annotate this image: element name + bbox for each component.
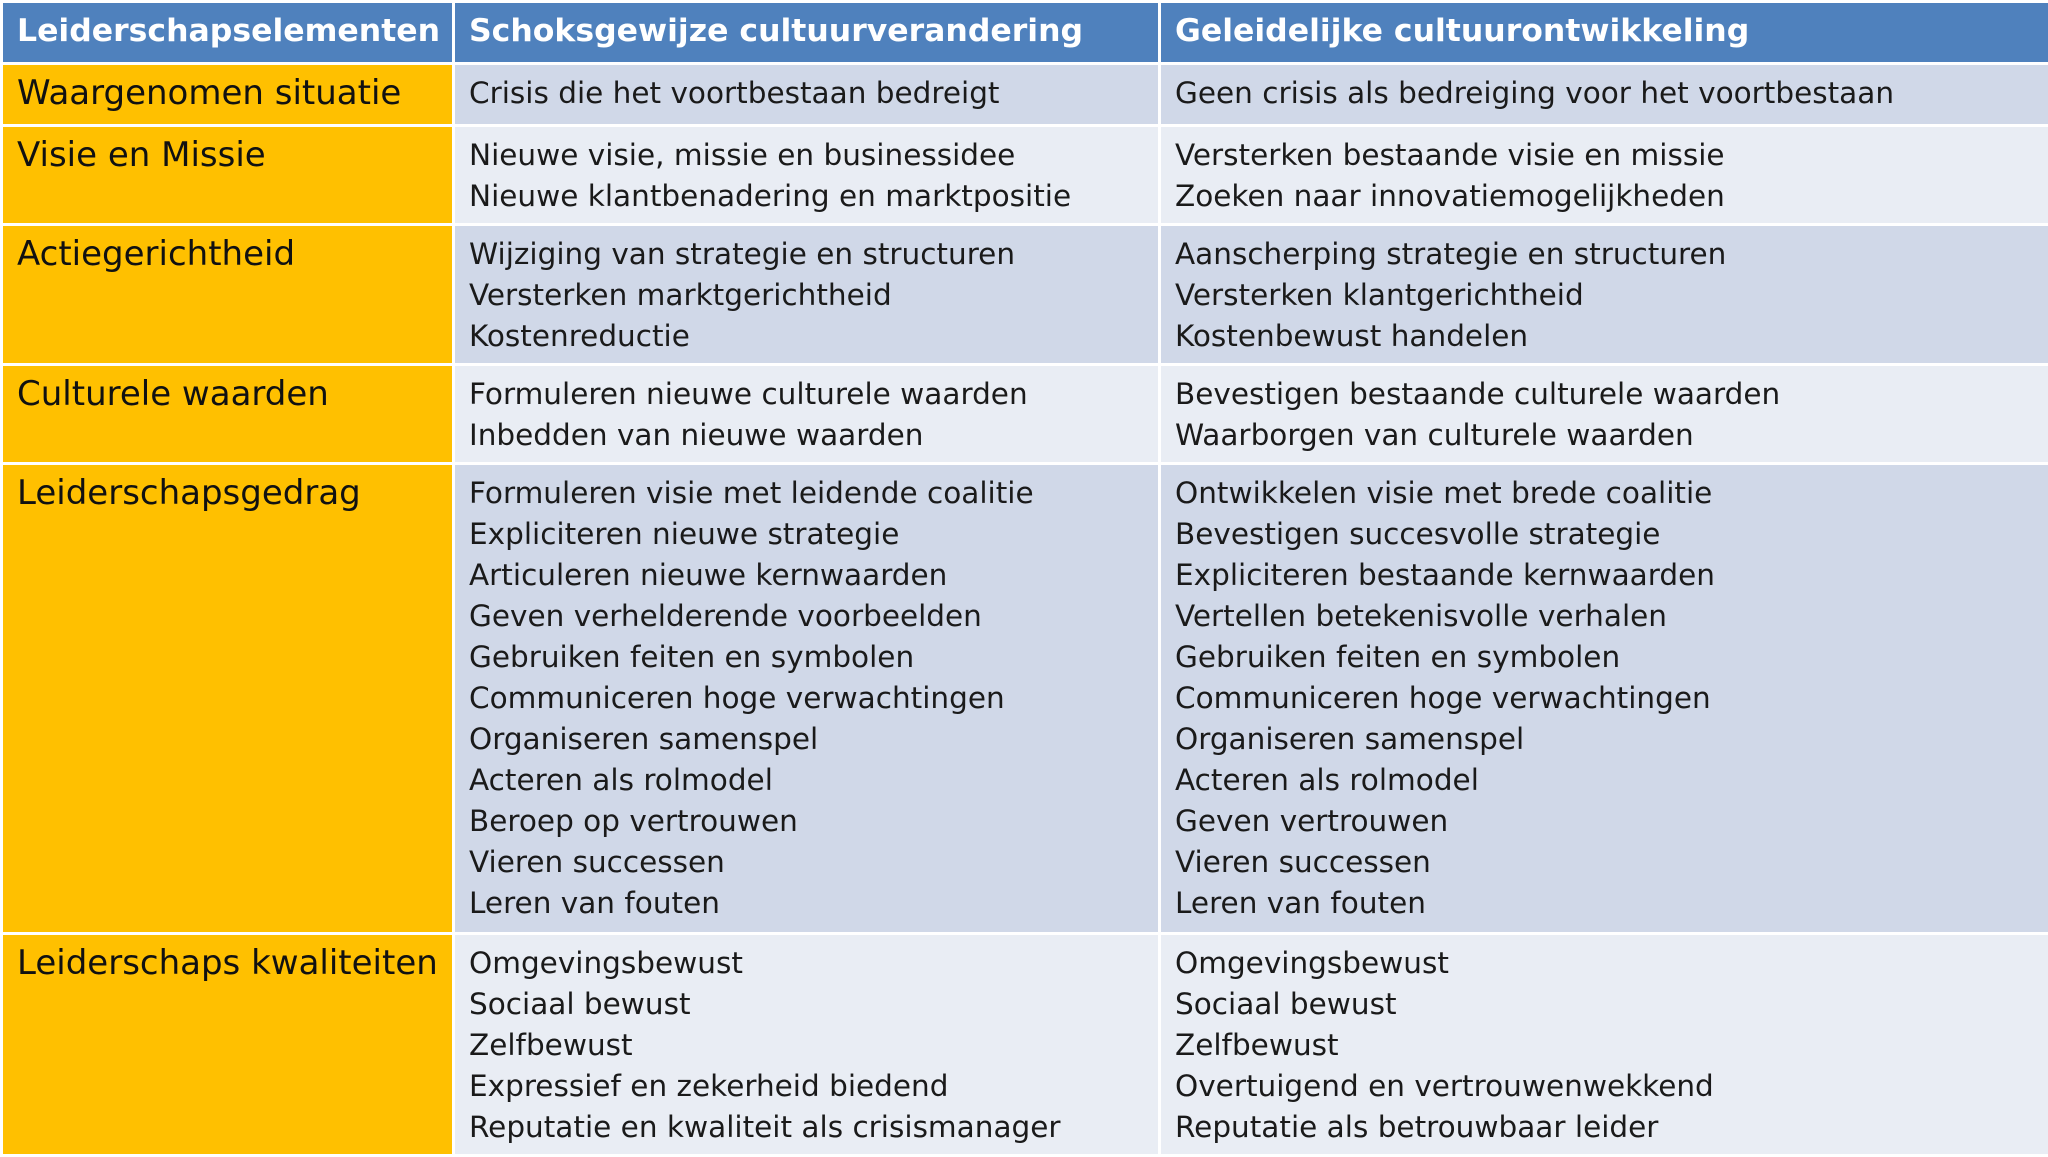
shock-line: Formuleren visie met leidende coalitie	[469, 473, 1144, 514]
shock-line: Reputatie en kwaliteit als crisismanager	[469, 1107, 1144, 1148]
table-row-leiderschapsgedrag	[2, 464, 2048, 934]
shock-line: Sociaal bewust	[469, 984, 1144, 1025]
shock-line: Expressief en zekerheid biedend	[469, 1066, 1144, 1107]
row-label: Actiegerichtheid	[2, 225, 454, 365]
shock-line: Wijziging van strategie en structuren	[469, 234, 1144, 275]
gradual-line: Vertellen betekenisvolle verhalen	[1175, 596, 2034, 637]
shock-cell	[454, 365, 1160, 464]
header-geleidelijke: Geleidelijke cultuurontwikkeling	[1160, 2, 2048, 64]
gradual-cell	[1160, 64, 2048, 126]
gradual-line: Bevestigen bestaande culturele waarden	[1175, 374, 2034, 415]
gradual-line: Bevestigen succesvolle strategie	[1175, 514, 2034, 555]
gradual-cell	[1160, 934, 2048, 1156]
shock-line: Gebruiken feiten en symbolen	[469, 637, 1144, 678]
header-leiderschapselementen: Leiderschapselementen	[2, 2, 454, 64]
row-label: Visie en Missie	[2, 126, 454, 225]
gradual-line: Kostenbewust handelen	[1175, 316, 2034, 357]
gradual-line: Expliciteren bestaande kernwaarden	[1175, 555, 2034, 596]
gradual-cell	[1160, 365, 2048, 464]
shock-line: Organiseren samenspel	[469, 719, 1144, 760]
shock-line: Nieuwe visie, missie en businessidee	[469, 135, 1144, 176]
gradual-line: Omgevingsbewust	[1175, 943, 2034, 984]
shock-line: Crisis die het voortbestaan bedreigt	[469, 73, 1144, 114]
table-row-leiderschaps-kwaliteiten	[2, 934, 2048, 1156]
gradual-line: Geen crisis als bedreiging voor het voortbestaan	[1175, 73, 2034, 114]
gradual-line: Zelfbewust	[1175, 1025, 2034, 1066]
gradual-line: Acteren als rolmodel	[1175, 760, 2034, 801]
shock-cell	[454, 464, 1160, 934]
gradual-line: Ontwikkelen visie met brede coalitie	[1175, 473, 2034, 514]
gradual-line: Versterken bestaande visie en missie	[1175, 135, 2034, 176]
shock-line: Geven verhelderende voorbeelden	[469, 596, 1144, 637]
gradual-line: Vieren successen	[1175, 842, 2034, 883]
shock-line: Formuleren nieuwe culturele waarden	[469, 374, 1144, 415]
shock-line: Beroep op vertrouwen	[469, 801, 1144, 842]
table-row-waargenomen-situatie	[2, 64, 2048, 126]
row-label: Leiderschapsgedrag	[2, 464, 454, 934]
shock-line: Expliciteren nieuwe strategie	[469, 514, 1144, 555]
shock-line: Leren van fouten	[469, 883, 1144, 924]
gradual-line: Overtuigend en vertrouwenwekkend	[1175, 1066, 2034, 1107]
gradual-line: Aanscherping strategie en structuren	[1175, 234, 2034, 275]
gradual-line: Leren van fouten	[1175, 883, 2034, 924]
gradual-cell	[1160, 464, 2048, 934]
row-label: Culturele waarden	[2, 365, 454, 464]
shock-line: Articuleren nieuwe kernwaarden	[469, 555, 1144, 596]
table-row-actiegerichtheid	[2, 225, 2048, 365]
gradual-line: Communiceren hoge verwachtingen	[1175, 678, 2034, 719]
shock-line: Communiceren hoge verwachtingen	[469, 678, 1144, 719]
gradual-line: Reputatie als betrouwbaar leider	[1175, 1107, 2034, 1148]
row-label: Leiderschaps kwaliteiten	[2, 934, 454, 1156]
gradual-cell	[1160, 126, 2048, 225]
shock-line: Nieuwe klantbenadering en marktpositie	[469, 176, 1144, 217]
shock-cell	[454, 64, 1160, 126]
table-row-visie-en-missie	[2, 126, 2048, 225]
gradual-line: Sociaal bewust	[1175, 984, 2034, 1025]
shock-line: Versterken marktgerichtheid	[469, 275, 1144, 316]
gradual-line: Organiseren samenspel	[1175, 719, 2034, 760]
gradual-line: Gebruiken feiten en symbolen	[1175, 637, 2034, 678]
table-row-culturele-waarden	[2, 365, 2048, 464]
gradual-line: Geven vertrouwen	[1175, 801, 2034, 842]
shock-line: Kostenreductie	[469, 316, 1144, 357]
shock-line: Inbedden van nieuwe waarden	[469, 415, 1144, 456]
shock-line: Omgevingsbewust	[469, 943, 1144, 984]
shock-cell	[454, 225, 1160, 365]
shock-cell	[454, 934, 1160, 1156]
shock-line: Zelfbewust	[469, 1025, 1144, 1066]
gradual-line: Versterken klantgerichtheid	[1175, 275, 2034, 316]
gradual-line: Waarborgen van culturele waarden	[1175, 415, 2034, 456]
row-label: Waargenomen situatie	[2, 64, 454, 126]
shock-line: Vieren successen	[469, 842, 1144, 883]
shock-line: Acteren als rolmodel	[469, 760, 1144, 801]
header-row	[2, 2, 2048, 64]
header-schoksgewijze: Schoksgewijze cultuurverandering	[454, 2, 1160, 64]
shock-cell	[454, 126, 1160, 225]
gradual-cell	[1160, 225, 2048, 365]
gradual-line: Zoeken naar innovatiemogelijkheden	[1175, 176, 2034, 217]
